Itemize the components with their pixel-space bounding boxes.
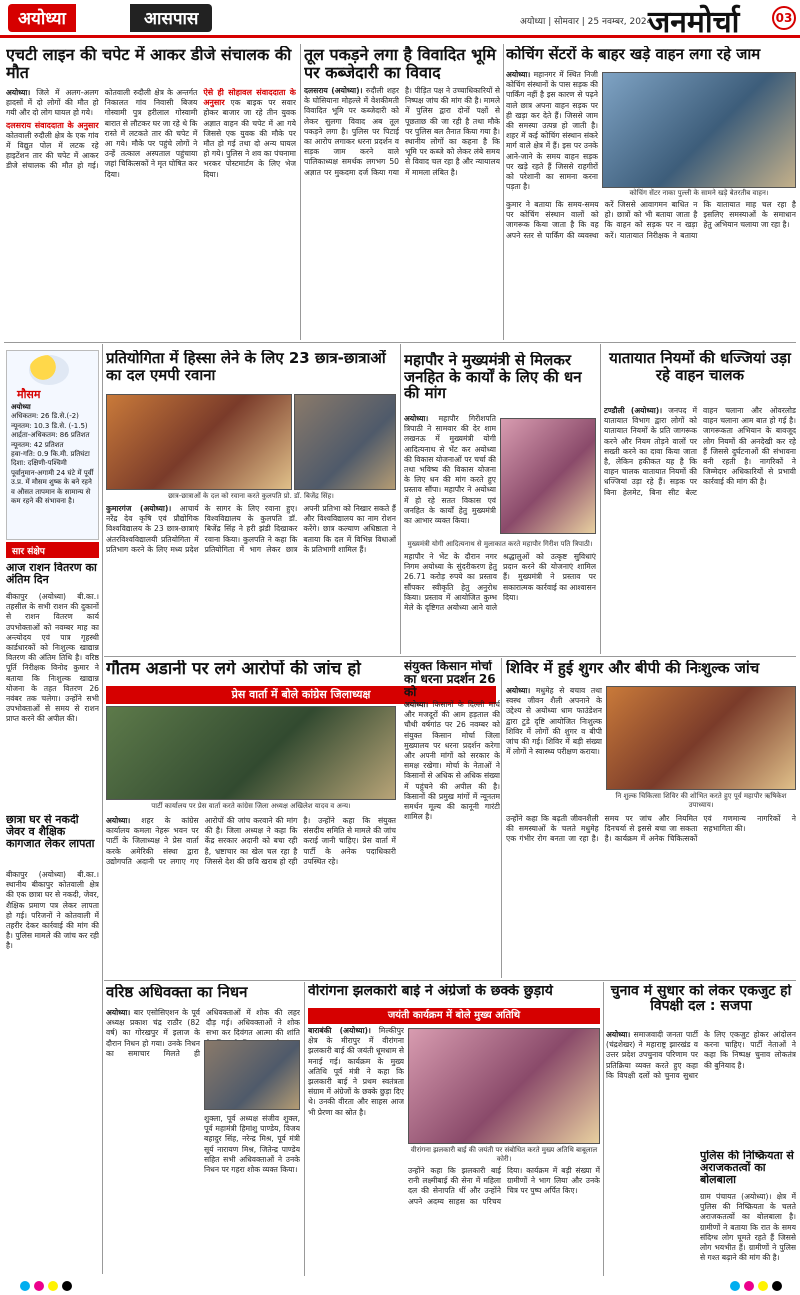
column-rule [400, 344, 401, 654]
brief-missing-student [6, 814, 99, 1274]
column-rule [600, 344, 601, 654]
brief-ration [6, 562, 99, 812]
section-label-2: आसपास [130, 4, 212, 32]
headline: यातायात नियमों की धज्जियां उड़ा रहे वाहन चालक [609, 350, 791, 384]
headline: चुनाव में सुधार को लेकर एकजुट हो विपक्षी दल : सजपा [610, 984, 792, 1015]
headline: संयुक्त किसान मोर्चा का धरना प्रदर्शन 26 को [404, 660, 496, 700]
row-rule [4, 342, 796, 343]
health-camp-photo [606, 686, 796, 790]
cmyk-cyan-mark [20, 1281, 30, 1291]
cmyk-yellow-mark [758, 1281, 768, 1291]
photo-caption: नि शुल्क चिकित्सा शिविर की शोभित करते हुए पूर्व महापौर ऋषिकेश उपाध्याय। [615, 792, 787, 809]
headline: छात्रा घर से नकदी जेवर व शैक्षिक कागजात लेकर लापता [6, 814, 95, 851]
headline: पुलिस की निष्क्रियता से अराजकतत्वों का बोलबाला [700, 1150, 794, 1187]
cmyk-magenta-mark [34, 1281, 44, 1291]
text: शहर के कांग्रेस कार्यालय कमला नेहरू भवन पर पार्टी के जिलाध्यक्ष ने प्रेस वार्ता करके अमेरिकी संस्था द्वारा उद्योगपति अदानी पर लगाए गए आरोपों की जांच करवाने की मांग की है। जिला अध्यक्ष ने कहा कि केंद्र सरकार अदानी को बचा रही है, भ्रष्टाचार का खेल चल रहा है जिससे देश की छवि खराब हो रही है। उन्होंने कहा कि संयुक्त संसदीय समिति से मामले की जांच कराई जानी चाहिए। प्रेस वार्ता में पार्टी के अनेक पदाधिकारी उपस्थित रहे। [106, 816, 396, 866]
article-dj-death [6, 46, 296, 336]
weather-humidity: आर्द्रता-अधिकतम: 86 प्रतिशत [11, 431, 90, 440]
dateline: अयोध्या। [6, 88, 31, 97]
dateline: अयोध्या। [506, 686, 531, 695]
headline: वरिष्ठ अधिवक्ता का निधन [106, 984, 248, 1001]
photo-caption: वीरांगना झलकारी बाई की जयंती पर संबोधित करते मुख्य अतिथि बाबूलाल कोरी। [410, 1146, 598, 1163]
press-conference-photo [106, 706, 396, 800]
coaching-street-photo [602, 72, 796, 188]
article-competition [106, 350, 396, 390]
article-body [106, 504, 396, 652]
text: समाजवादी जनता पार्टी (चंद्रशेखर) ने महाराष्ट्र झारखंड व उत्तर प्रदेश उपचुनाव परिणाम पर प्रतिक्रिया व्यक्त करते हुए कहा कि विपक्षी दलों को चुनाव सुधार के लिए एकजुट होकर आंदोलन करना चाहिए। पार्टी नेताओं ने कहा कि निष्पक्ष चुनाव लोकतंत्र की बुनियाद है। [606, 1030, 796, 1080]
sub-article-body: ग्राम पंचायत (अयोध्या)। क्षेत्र में पुलिस की निष्क्रियता के चलते अराजकतत्वों का बोलबाला है। ग्रामीणों ने बताया कि रात के समय संदिग्ध लोग घूमते रहते हैं जिससे लोग भयभीत हैं। ग्रामीणों ने पुलिस से गश्त बढ़ाने की मांग की है। [700, 1192, 796, 1263]
headline: आज राशन वितरण का अंतिम दिन [6, 562, 97, 587]
article-body [106, 816, 396, 976]
weather-place: अयोध्या [11, 403, 31, 411]
column-rule [603, 982, 604, 1276]
text: मिल्कीपुर क्षेत्र के मीरापुर में वीरांगना झलकारी बाई की जयंती धूमधाम से मनाई गई। कार्यक्रम के मुख्य अतिथि पूर्व मंत्री ने कहा कि झलकारी बाई ने प्रथम स्वतंत्रता संग्राम में अंग्रेजों के छक्के छुड़ा दिए थे। उनकी वीरता और साहस आज भी प्रेरणा का स्रोत है। [308, 1026, 404, 1117]
column-rule [300, 44, 301, 340]
headline: कोचिंग सेंटरों के बाहर खड़े वाहन लगा रहे जाम [506, 46, 761, 63]
dateline: अयोध्या। [606, 1030, 631, 1039]
text: किसानों के दिल्ली मार्च और मजदूरों की आम हड़ताल की चौथी वर्षगांठ पर 26 नवम्बर को संयुक्त किसान मोर्चा जिला मुख्यालय पर धरना प्रदर्शन करेगा और अपनी मांगों को सरकार के समक्ष रखेगा। मोर्चा के नेताओं ने किसानों से अधिक से अधिक संख्या में पहुंचने की अपील की है। किसानों की प्रमुख मांगों में न्यूनतम समर्थन मूल्य की कानूनी गारंटी शामिल है। [404, 700, 500, 822]
text: एक बाइक पर सवार होकर बाजार जा रहे तीन युवक अज्ञात वाहन की चपेट में आ गये जिससे एक युवक की मौके पर मौत हो गई तथा दो अन्य घायल हो गये। पुलिस ने शव का पंचनामा भरकर पोस्टमार्टम के लिए भेज दिया। [203, 98, 296, 179]
cmyk-black-mark [62, 1281, 72, 1291]
subheadline-banner: जयंती कार्यक्रम में बोले मुख्य अतिथि [308, 1008, 600, 1024]
photo-caption: छात्र-छात्राओं के दल को रवाना करते कुलपति प्रो. डॉ. बिजेंद्र सिंह। [168, 492, 334, 500]
headline: वीरांगना झलकारी बाई ने अंग्रेजों के छक्के छुड़ाये [308, 984, 553, 999]
dateline: दलसराय (अयोध्या)। [304, 86, 363, 95]
photo-caption: मुख्यमंत्री योगी आदित्यनाथ से मुलाकात करते महापौर गिरीश पति त्रिपाठी। [407, 540, 593, 548]
subhead: ऐसे ही सोहावल संवाददाता के अनुसार [203, 88, 296, 108]
text: कुमार ने बताया कि समय-समय पर कोचिंग संस्थान वालों को जागरूक किया जाता है कि वह अपने स्तर से पार्किंग की व्यवस्था करें जिससे आवागमन बाधित न हो। छात्रों को भी बताया जाता है कि वाहन को सड़क पर न खड़ा करें। यातायात निरीक्षक ने बताया कि यातायात माह चल रहा है इसलिए समस्याओं के समाधान हेतु अभियान चलाया जा रहा है। [506, 200, 796, 240]
text: मधुमेह से बचाव तथा स्वस्थ जीवन शैली अपनाने के उद्देश्य से अयोध्या धाम फाउंडेशन द्वारा टुडे दृष्टि आयोजित निःशुल्क शिविर में लोगों की शुगर व बीपी जांच की गई। शिविर में बड़ी संख्या में लोगों ने स्वास्थ्य परीक्षण कराया। [506, 686, 602, 757]
cmyk-cyan-mark [730, 1281, 740, 1291]
article-body [404, 414, 496, 546]
text: महानगर में स्थित निजी कोचिंग संस्थानों के पास सड़क की पार्किंग नहीं है इस कारण से पढ़ने वाले छात्र अपना वाहन सड़क पर ही खड़ा कर देते हैं। जिससे जाम की समस्या उत्पन्न हो जाती है। शहर में कई कोचिंग संस्थान संकरे मार्ग वाले क्षेत्र में हैं। इस पर उनके आने-जाने के समय वाहन सड़क पर खड़े रहते हैं जिससे राहगीरों को परेशानी का सामना करना पड़ता है। [506, 70, 598, 192]
headline: एचटी लाइन की चपेट में आकर डीजे संचालक की मौत [6, 46, 292, 82]
dateline: अयोध्या। [404, 414, 429, 423]
text: उन्होंने कहा कि बढ़ती जीवनशैली की समस्याओं के चलते मधुमेह एक गंभीर रोग बनता जा रहा है। समय पर जांच और नियमित दिनचर्या से इससे बचा जा सकता है। कार्यक्रम में अनेक चिकित्सकों एवं गणमान्य नागरिकों ने सहभागिता की। [506, 814, 796, 844]
weather-max: अधिकतम: 26 डि.से.(-2) [11, 412, 79, 421]
weather-box [6, 350, 99, 540]
photo-caption: कोचिंग सेंटर नाका पुल्ली के सामने खड़े बेतरतीब वाहन। [629, 189, 769, 197]
weather-humidity-min: न्यूनतम: 42 प्रतिशत [11, 440, 64, 449]
dateline: अयोध्या। [404, 700, 429, 709]
cmyk-yellow-mark [48, 1281, 58, 1291]
headline: शिविर में हुई शुगर और बीपी की निःशुल्क जांच [506, 660, 760, 677]
column-rule [503, 44, 504, 340]
article-body [404, 700, 500, 970]
headline: गौतम अडानी पर लगे आरोपों की जांच हो [106, 660, 361, 679]
article-body [304, 86, 500, 332]
subhead: दलसराय संवाददाता के अनुसार [6, 120, 99, 130]
article-body [604, 406, 796, 652]
article-kisan-morcha [404, 600, 504, 658]
article-health-camp [506, 660, 796, 682]
text: जिले में अलग-अलग हादसों में दो लोगों की मौत हो गयी और दो लोग घायल हो गये। [6, 88, 99, 118]
article-land-dispute [304, 46, 500, 336]
article-jhalkari-bai [308, 984, 600, 1006]
text: महापौर ने भेंट के दौरान नगर निगम अयोध्या के सुंदरीकरण हेतु 26.71 करोड़ रुपये का प्रस्ताव सौंपकर स्वीकृति हेतु अनुरोध किया। प्रस्ताव में आयोजित कुम्भ मेले के दृष्टिगत अयोध्या आने वाले श्रद्धालुओं को उत्कृष्ट सुविधाएं प्रदान करने की योजनाएं शामिल हैं। मुख्यमंत्री ने प्रस्ताव पर सकारात्मक कार्रवाई का आश्वासन दिया। [404, 552, 596, 613]
headline: महापौर ने मुख्यमंत्री से मिलकर जनहित के कार्यों के लिए की धन की मांग [404, 352, 582, 402]
text: उन्होंने कहा कि झलकारी बाई रानी लक्ष्मीबाई की सेना में महिला दल की सेनापति थीं और उन्होंने अपने अदम्य साहस का परिचय दिया। कार्यक्रम में बड़ी संख्या में ग्रामीणों ने भाग लिया और उनके चित्र पर पुष्प अर्पित किए। [408, 1166, 600, 1206]
row-rule [104, 980, 796, 981]
article-body [606, 1030, 796, 1148]
jayanti-event-photo [408, 1028, 600, 1144]
mayor-cm-photo [500, 418, 596, 534]
headline: प्रतियोगिता में हिस्सा लेने के लिए 23 छात्र-छात्राओं का दल एमपी रवाना [106, 350, 386, 384]
dateline: टण्डौली (अयोध्या)। [604, 406, 663, 415]
sun-icon [29, 355, 69, 385]
article-obituary [106, 984, 300, 1006]
text: जनपद में यातायात विभाग द्वारा लोगों को यातायात नियमों के प्रति जागरूक करने और नियम तोड़ने वालों पर सख्ती करने का दावा किया जाता है, लेकिन हकीकत यह है कि वाहन चालक यातायात नियमों की धज्जियां उड़ा रहे हैं। सड़क पर बिना हेलमेट, बिना सीट बेल्ट वाहन चलाना और ओवरलोड वाहन चलाना आम बात हो गई है। जागरूकता अभियान के बावजूद लोग नियमों की अनदेखी कर रहे हैं जिससे दुर्घटनाओं की संभावना बनी रहती है। नागरिकों ने जिम्मेदार अधिकारियों से प्रभावी कार्रवाई की मांग की है। [604, 406, 796, 497]
weather-direction: दिशा: दक्षिणी-पश्चिमी [11, 459, 67, 468]
article-body-continued [506, 814, 796, 976]
text: महापौर गिरीशपति त्रिपाठी ने सामवार की देर शाम लखनऊ में मुख्यमंत्री योगी आदित्यनाथ से भेंट कर अयोध्या की विकास योजनाओं पर चर्चा की तथा भविष्य की विकास योजना के लिए धन की मांग करते हुए प्रस्ताव सौंपा। महापौर ने अयोध्या में हो रहे सतत विकास एवं जनहित के कार्यों हेतु मुख्यमंत्री का आभार व्यक्त किया। [404, 414, 496, 526]
subheadline-banner: प्रेस वार्ता में बोले कांग्रेस जिलाध्यक्ष [106, 686, 496, 704]
dateline: अयोध्या। [506, 70, 531, 79]
weather-min: न्यूनतम: 10.3 डि.से. (-1.5) [11, 421, 88, 430]
article-body-continued [204, 1114, 300, 1276]
photo-caption: पार्टी कार्यालय पर प्रेस वार्ता करते कांग्रेस जिला अध्यक्ष अखिलेश यादव व अन्य। [151, 802, 351, 810]
article-traffic [604, 350, 796, 402]
article-body [6, 88, 296, 332]
advocate-portrait [204, 1040, 300, 1110]
headline: तूल पकड़ने लगा है विवादित भूमि पर कब्जेदारी का विवाद [304, 46, 496, 82]
weather-title: मौसम [17, 388, 41, 401]
dateline: बाराबंकी (अयोध्या)। [308, 1026, 371, 1035]
weather-wind: हवा-गति: 0.9 कि.मी. प्रतिघंटा [11, 450, 90, 459]
section-label: अयोध्या [8, 4, 76, 32]
article-kisan-morcha-text [404, 660, 500, 976]
text: कोतवाली रुदौली क्षेत्र के एक गांव में विद्युत पोल में लटक रहे हाइटेंशन तार की चपेट में आकर डीजे संचालक की मौत हो गई। कोतवाली रुदौली क्षेत्र के अन्तर्गत निकालत गांव निवासी बिजय गोस्वामी पुत्र हरीलाल गोस्वामी बारात से लौटकर घर जा रहे थे कि रास्ते में लटकते तार की चपेट में आ गये। मौके पर पहुंचे लोगों ने उन्हें तत्काल अस्पताल पहुंचाया जहां चिकित्सकों ने मृत घोषित कर दिया। [6, 88, 198, 179]
cmyk-magenta-mark [744, 1281, 754, 1291]
column-rule [102, 344, 103, 1274]
article-body-continued [408, 1166, 600, 1276]
column-rule [304, 982, 305, 1276]
page-number: 03 [772, 6, 796, 30]
text: बार एसोसिएशन के पूर्व अध्यक्ष प्रकाश चंद्र राठौर (82 वर्ष) का गोरखपुर में इलाज के दौरान निधन हो गया। उनके निधन का समाचार मिलते ही अधिवक्ताओं में शोक की लहर दौड़ गई। अधिवक्ताओं ने शोक सभा कर दिवंगत आत्मा की शांति [106, 1008, 300, 1058]
dateline: कुमारगंज (अयोध्या)। [106, 504, 172, 513]
footer-color-bar [0, 1278, 800, 1295]
text: आचार्य नरेंद्र देव कृषि एवं प्रौद्योगिक विश्वविद्यालय के 23 छात्र-छात्राएं अंतरविश्वविद्यालयी प्रतियोगिता में प्रतिभाग करने के लिए मध्य प्रदेश के सागर के लिए रवाना हुए। विश्वविद्यालय के कुलपति डॉ. बिजेंद्र सिंह ने हरी झंडी दिखाकर रवाना किया। कुलपति ने कहा कि प्रतियोगिता में भाग लेकर छात्र अपनी प्रतिभा को निखार सकते हैं और विश्वविद्यालय का नाम रोशन करेंगे। छात्र कल्याण अधिष्ठाता ने बताया कि दल में विभिन्न विधाओं के प्रतिभागी शामिल हैं। [106, 504, 396, 554]
text: रुदौली शहर के घोसियाना मोहल्ले में वेशकीमती विवादित भूमि पर कब्जेदारी को लेकर सुलगा विवाद अब तूल पकड़ने लगा है। पुलिस पर पिटाई का आरोप लगाकर धरना प्रदर्शन व सड़क जाम करने वाले पालिकाध्यक्ष समर्थक लगभग 50 अज्ञात पर मुकदमा दर्ज किया गया है। पीड़ित पक्ष ने उच्चाधिकारियों से निष्पक्ष जांच की मांग की है। मामले में पुलिस द्वारा दोनों पक्षों से पूछताछ की जा रही है तथा मौके पर पुलिस बल तैनात किया गया है। स्थानीय लोगों का कहना है कि भूमि पर कब्जे को लेकर लंबे समय से विवाद चल रहा है और न्यायालय में मामला लंबित है। [304, 86, 500, 177]
article-mayor [404, 352, 596, 412]
article-body [506, 70, 598, 196]
article-election-reform [606, 984, 796, 1024]
newspaper-brand: जनमोर्चा [648, 5, 740, 40]
brief-body: बीकापुर (अयोध्या) बी.का.। स्थानीय बीकापुर कोतवाली क्षेत्र की एक छात्रा घर से नकदी, जेवर, शैक्षिक प्रमाण पत्र लेकर लापता हो गई। परिजनों ने कोतवाली में तहरीर देकर कार्रवाई की मांग की है। पुलिस मामले की जांच कर रही है। [6, 870, 99, 951]
column-rule [501, 658, 502, 978]
article-body [506, 686, 602, 798]
students-photo [106, 394, 292, 490]
brief-body: बीकापुर (अयोध्या) बी.का.। तहसील के सभी राशन की दुकानों से राशन वितरण कार्य उपभोक्ताओं को नवम्बर माह का अन्त्योदय एवं पात्र गृहस्थी कार्डधारकों को निःशुल्क खाद्यान्न वितरण की अंतिम तिथि है। वरिष्ठ पूर्ति निरीक्षक विनोद कुमार ने बताया कि निःशुल्क खाद्यान्न योजना के तहत वितरण 26 नवंबर तक चलेगा। उन्होंने सभी उपभोक्ताओं से समय से राशन प्राप्त करने की अपील की। [6, 592, 99, 724]
dateline: अयोध्या। [106, 816, 131, 825]
cmyk-black-mark [772, 1281, 782, 1291]
masthead [0, 0, 800, 38]
article-adani [106, 660, 396, 684]
article-body-continued [506, 200, 796, 336]
article-body [308, 1026, 404, 1166]
dateline: अयोध्या। [106, 1008, 131, 1017]
weather-details [11, 403, 96, 506]
briefs-header: सार संक्षेप [6, 542, 99, 558]
text: शुक्ला, पूर्व अध्यक्ष संजीव शुक्ल, पूर्व महामंत्री हिमांशु पाण्डेय, विजय बहादुर सिंह, नरेन्द्र मिश्र, पूर्व मंत्री सूर्य नारायण मिश्र, जितेन्द्र पाण्डेय सहित सभी अधिवक्ताओं ने उनके निधन पर गहरा शोक व्यक्त किया। [204, 1114, 300, 1175]
weather-forecast: पूर्वानुमान-अगामी 24 घंटे में पूर्वी उ.प्र. में मौसम शुष्क के बने रहने व औसत तापमान के सामान्य से कम रहने की संभावना है। [11, 468, 94, 506]
dateline: अयोध्या | सोमवार | 25 नवम्बर, 2024 [520, 17, 653, 27]
sub-article-police [700, 1150, 796, 1190]
students-group-photo [294, 394, 396, 490]
